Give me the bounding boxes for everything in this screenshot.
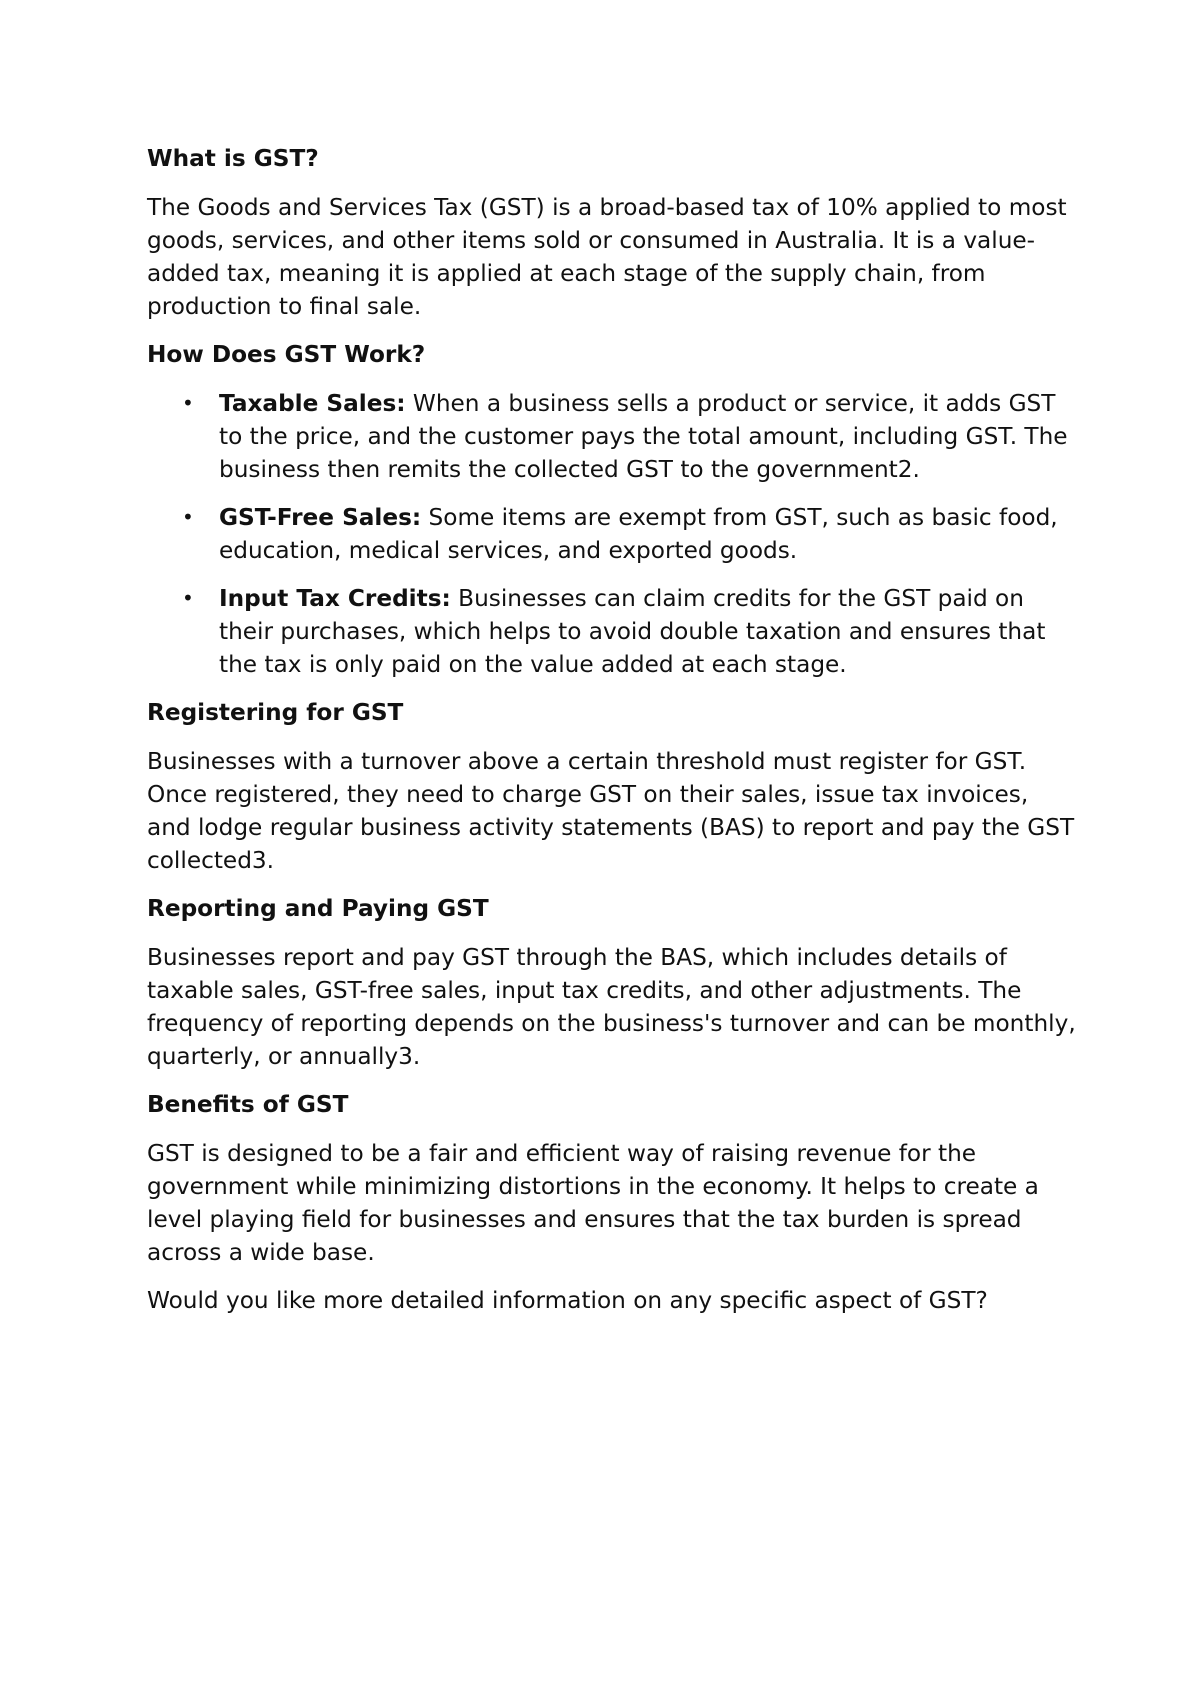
paragraph-what-is-gst: The Goods and Services Tax (GST) is a broad-based tax of 10% applied to most goods, services, and other items sold or consumed in Australia. It is a value-added tax, meaning it is applied at each stage of the supply chain, from production to final sale. (147, 194, 1067, 320)
list-item-input-tax-credits (147, 582, 1077, 681)
text-input-tax-credits: Businesses can claim credits for the GST paid on their purchases, which helps to avoid double taxation and ensures that the tax is only paid on the value added at each stage. (219, 585, 1046, 678)
bullet-icon: • (182, 586, 194, 610)
term-input-tax-credits: Input Tax Credits: (219, 585, 451, 612)
paragraph-benefits: GST is designed to be a fair and efficient way of raising revenue for the government while minimizing distortions in the economy. It helps to create a level playing field for businesses and ensures that the tax burden is spread across a wide base. (147, 1140, 1039, 1266)
list-item-taxable-sales (147, 387, 1077, 486)
heading-registering: Registering for GST (147, 699, 404, 726)
heading-what-is-gst: What is GST? (147, 145, 319, 172)
bullet-icon: • (182, 505, 194, 529)
heading-benefits: Benefits of GST (147, 1091, 349, 1118)
text-taxable-sales: When a business sells a product or service, it adds GST to the price, and the customer pays the total amount, including GST. The business then remits the collected GST to the government2. (219, 390, 1068, 483)
list-item-gst-free-sales (147, 501, 1077, 567)
document-page (147, 142, 1077, 1332)
paragraph-registering: Businesses with a turnover above a certain threshold must register for GST. Once registered, they need to charge GST on their sales, issue tax invoices, and lodge regular business activity statements (BAS) to report and pay the GST collected3. (147, 748, 1075, 874)
heading-reporting: Reporting and Paying GST (147, 895, 489, 922)
text-gst-free-sales: Some items are exempt from GST, such as basic food, education, medical services, and exported goods. (219, 504, 1058, 564)
how-gst-works-list (147, 387, 1077, 681)
paragraph-reporting: Businesses report and pay GST through the BAS, which includes details of taxable sales, GST-free sales, input tax credits, and other adjustments. The frequency of reporting depends on the business's turnover and can be monthly, quarterly, or annually3. (147, 944, 1076, 1070)
term-taxable-sales: Taxable Sales: (219, 390, 406, 417)
term-gst-free-sales: GST-Free Sales: (219, 504, 422, 531)
closing-question: Would you like more detailed information on any specific aspect of GST? (147, 1287, 988, 1314)
heading-how-gst-works: How Does GST Work? (147, 341, 426, 368)
bullet-icon: • (182, 391, 194, 415)
